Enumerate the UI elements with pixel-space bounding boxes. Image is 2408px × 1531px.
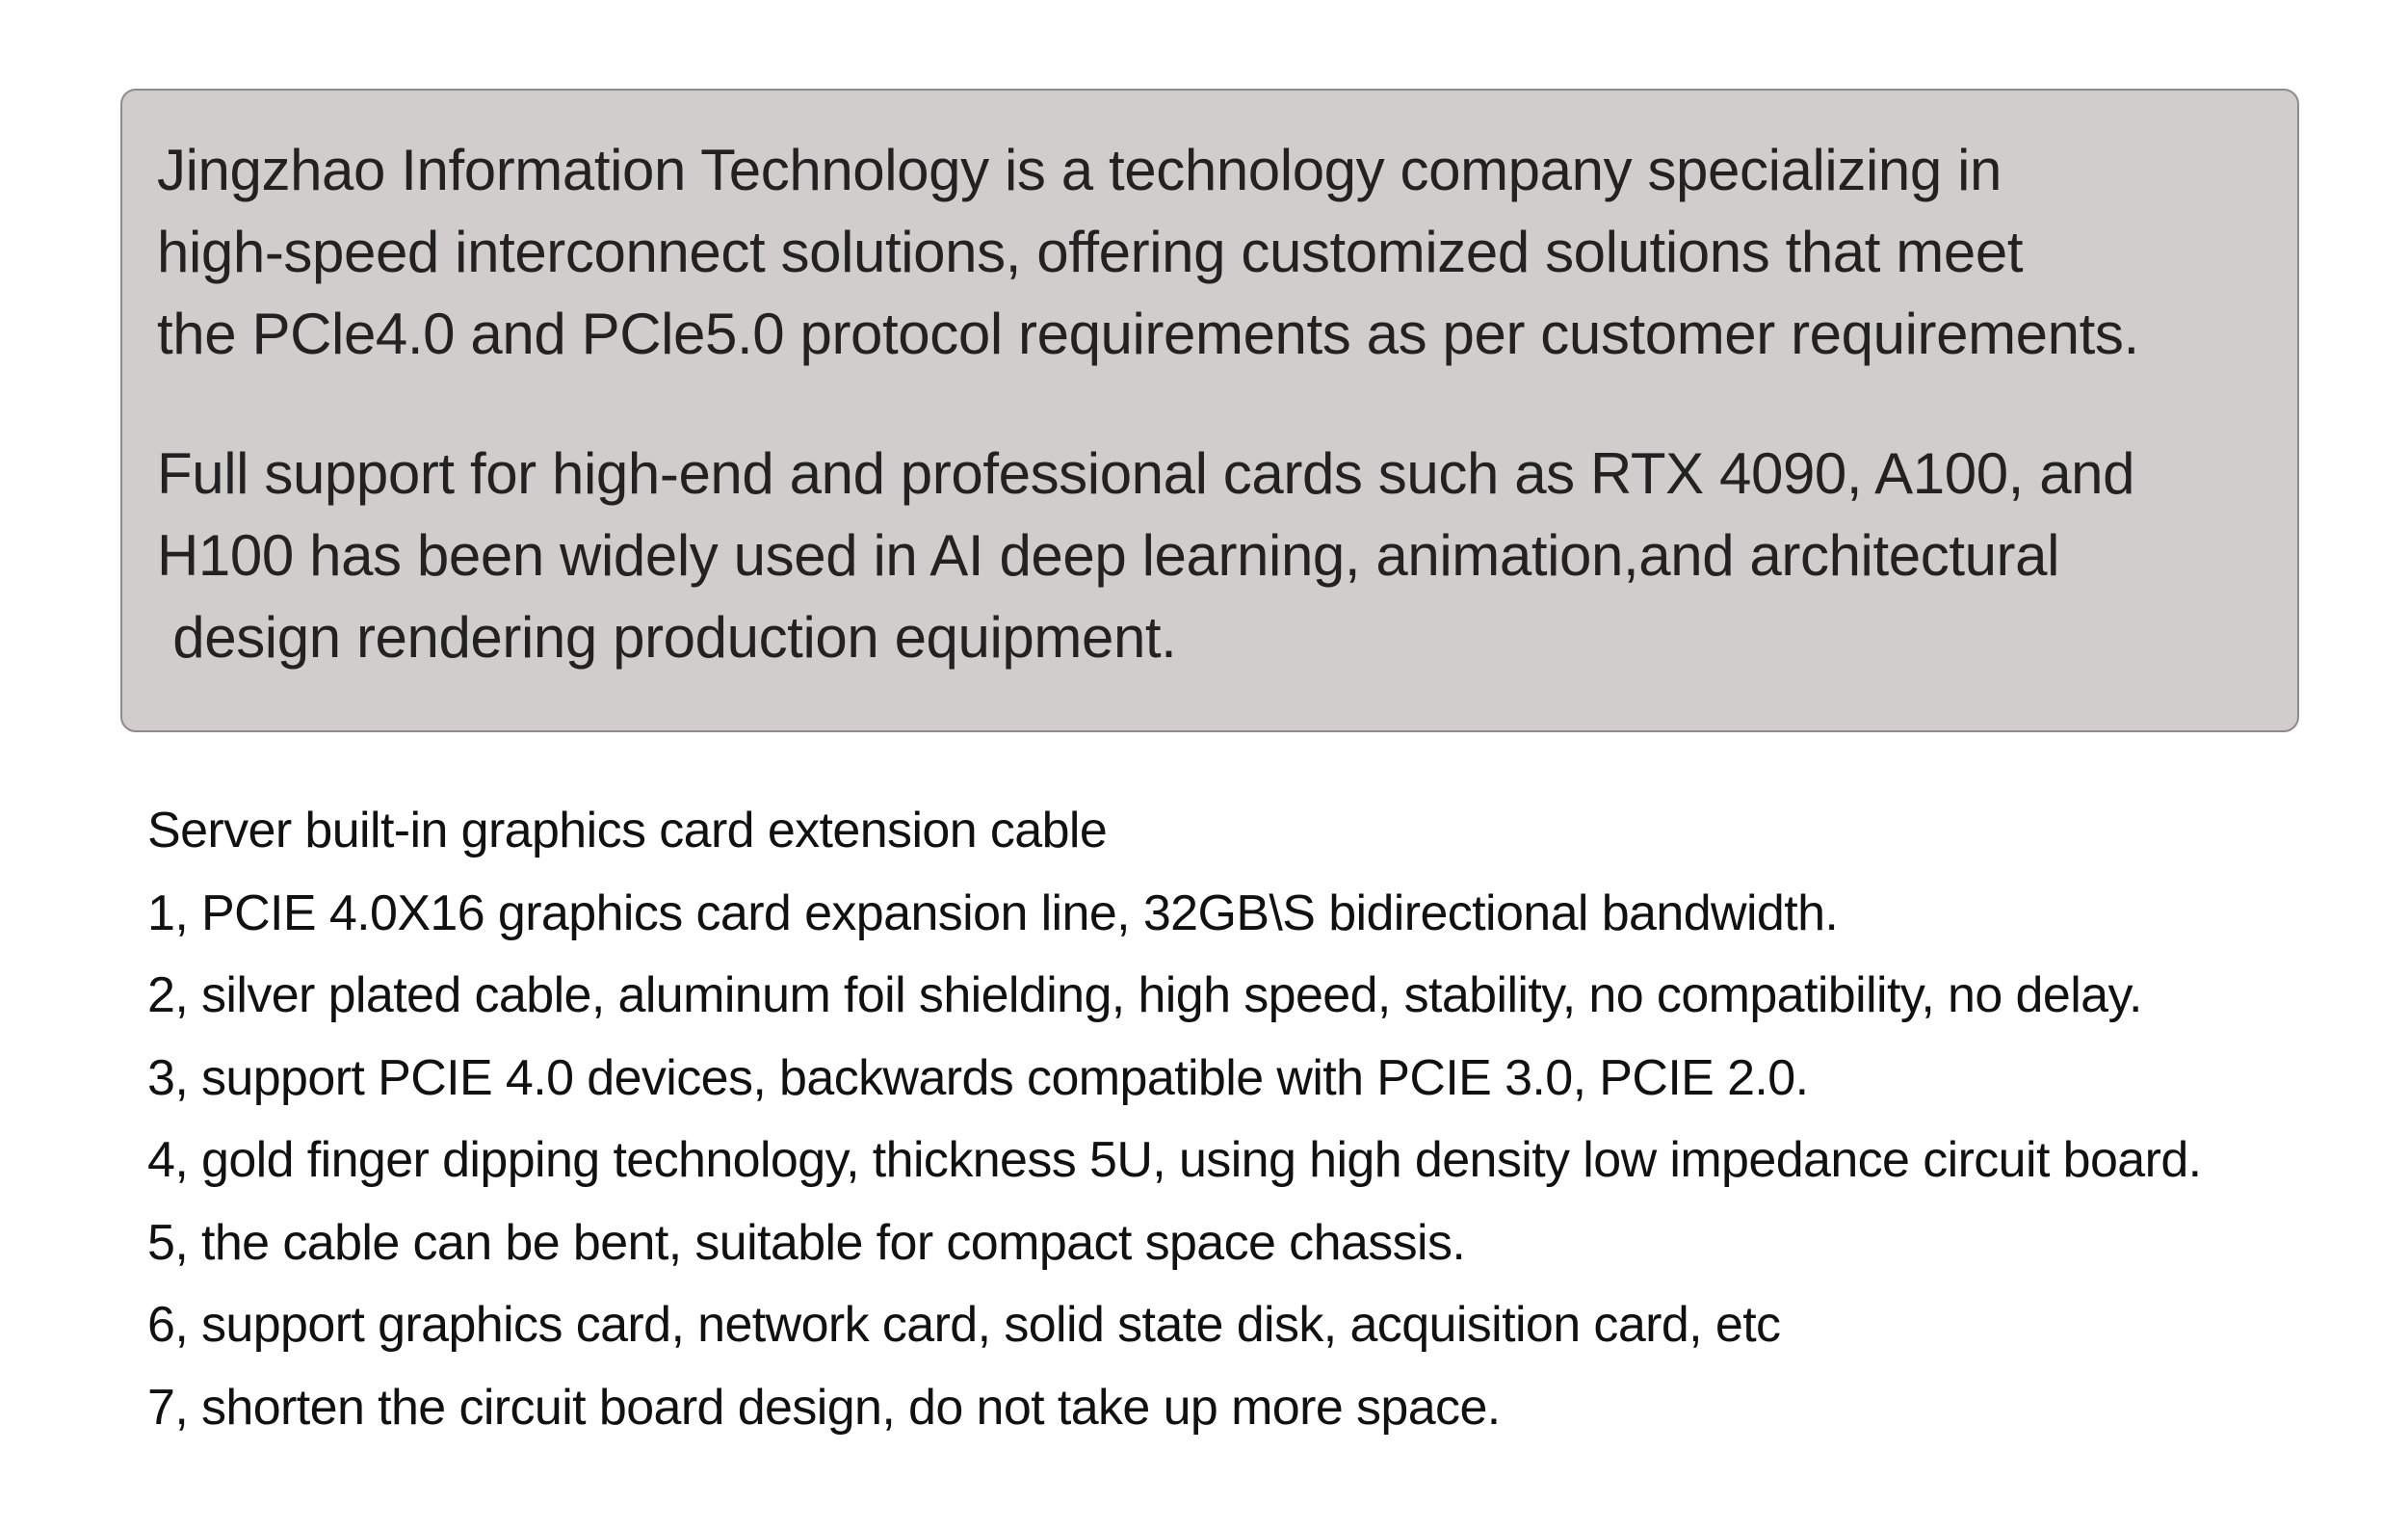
feature-item: 1, PCIE 4.0X16 graphics card expansion line, 32GB\S bidirectional bandwidth. bbox=[147, 884, 1839, 941]
product-features-section bbox=[147, 790, 2382, 1449]
card-support-line-3: design rendering production equipment. bbox=[157, 605, 1177, 670]
feature-item: 2, silver plated cable, aluminum foil shielding, high speed, stability, no compatibility, no delay. bbox=[147, 967, 2142, 1023]
card-support-paragraph bbox=[157, 433, 2261, 678]
card-support-line-2: H100 has been widely used in AI deep learning, animation,and architectural bbox=[157, 523, 2060, 588]
feature-item: 5, the cable can be bent, suitable for compact space chassis. bbox=[147, 1214, 1466, 1271]
feature-item: 3, support PCIE 4.0 devices, backwards compatible with PCIE 3.0, PCIE 2.0. bbox=[147, 1049, 1809, 1106]
product-features-title: Server built-in graphics card extension cable bbox=[147, 803, 1108, 858]
feature-list bbox=[147, 873, 2382, 1450]
company-description-line-3: the PCle4.0 and PCle5.0 protocol requirements as per customer requirements. bbox=[157, 302, 2139, 366]
card-support-line-1: Full support for high-end and professional cards such as RTX 4090, A100, and bbox=[157, 441, 2135, 506]
company-description-line-2: high-speed interconnect solutions, offering customized solutions that meet bbox=[157, 220, 2024, 284]
company-intro-box bbox=[120, 89, 2299, 732]
company-description-line-1: Jingzhao Information Technology is a technology company specializing in bbox=[157, 138, 2002, 202]
feature-item: 4, gold finger dipping technology, thickness 5U, using high density low impedance circuit board. bbox=[147, 1132, 2202, 1188]
feature-item: 6, support graphics card, network card, solid state disk, acquisition card, etc bbox=[147, 1297, 1781, 1353]
company-description-paragraph bbox=[157, 129, 2261, 375]
feature-item: 7, shorten the circuit board design, do not take up more space. bbox=[147, 1379, 1501, 1436]
